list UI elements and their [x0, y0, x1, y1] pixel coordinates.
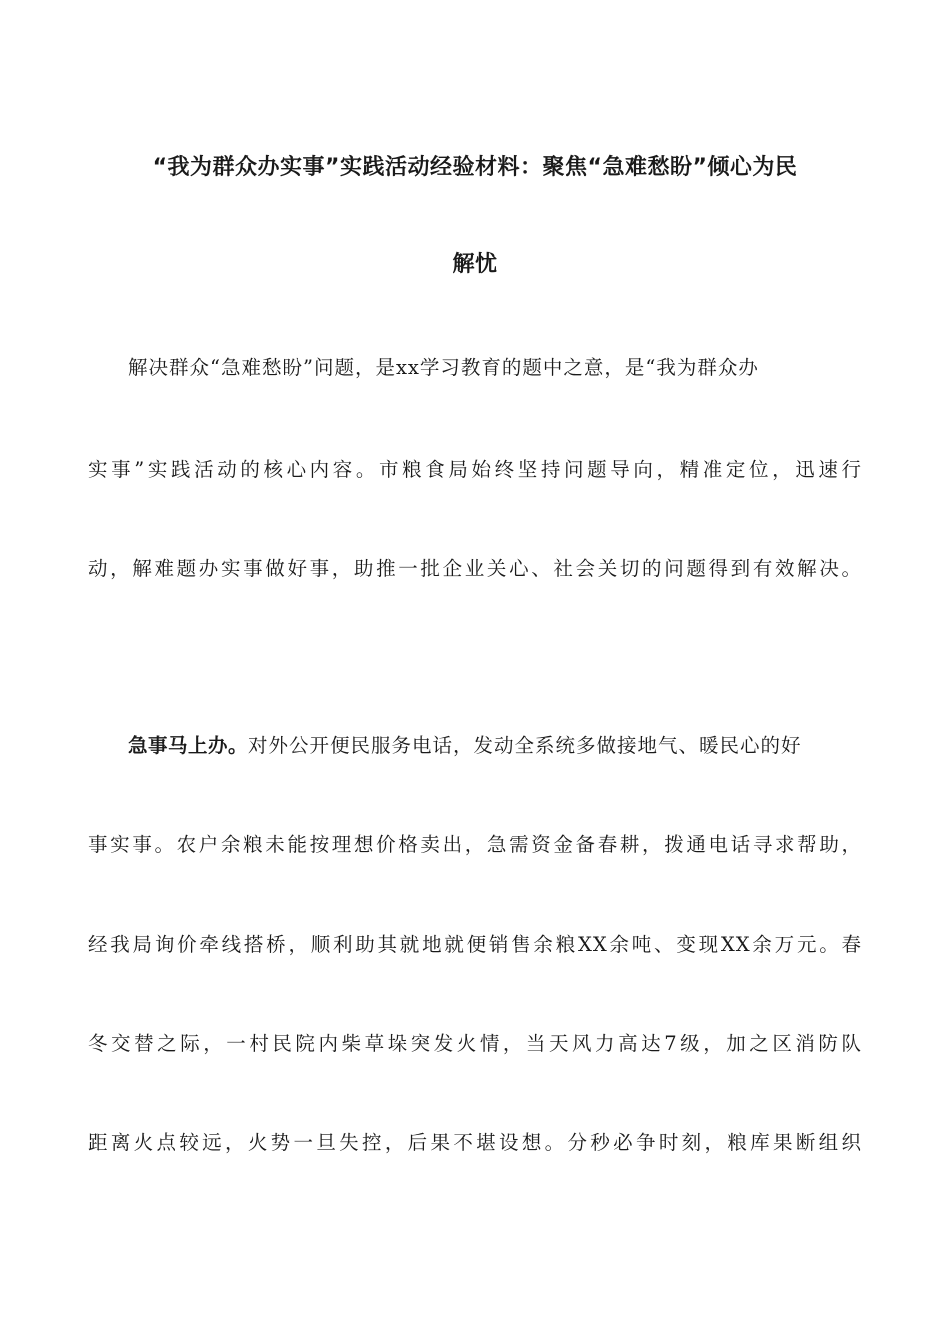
section-1-line-5: 距离火点较远，火势一旦失控，后果不堪设想。分秒必争时刻，粮库果断组织: [88, 1131, 862, 1154]
section-1-line-4: 冬交替之际，一村民院内柴草垛突发火情，当天风力高达7级，加之区消防队: [88, 1032, 862, 1055]
intro-paragraph-line-1: [128, 352, 862, 380]
section-1-line-2: 事实事。农户余粮未能按理想价格卖出，急需资金备春耕，拨通电话寻求帮助，: [88, 833, 862, 856]
document-title-line-1: “我为群众办实事”实践活动经验材料：聚焦“急难愁盼”倾心为民: [152, 155, 798, 180]
document-title-line-2: 解忧: [452, 252, 498, 277]
section-1-lead: 急事马上办。: [128, 734, 249, 757]
section-1-line-3: 经我局询价牵线搭桥，顺利助其就地就便销售余粮XX余吨、变现XX余万元。春: [88, 933, 862, 956]
section-1-first-line-text: 对外公开便民服务电话，发动全系统多做接地气、暖民心的好: [248, 734, 802, 757]
intro-line-text: 解决群众“急难愁盼”问题，是xx学习教育的题中之意，是“我为群众办: [128, 356, 759, 379]
section-1-line-1: [128, 730, 862, 758]
intro-paragraph-line-2: 实事”实践活动的核心内容。市粮食局始终坚持问题导向，精准定位，迅速行: [88, 458, 862, 481]
intro-paragraph-line-3: 动，解难题办实事做好事，助推一批企业关心、社会关切的问题得到有效解决。: [88, 557, 862, 580]
